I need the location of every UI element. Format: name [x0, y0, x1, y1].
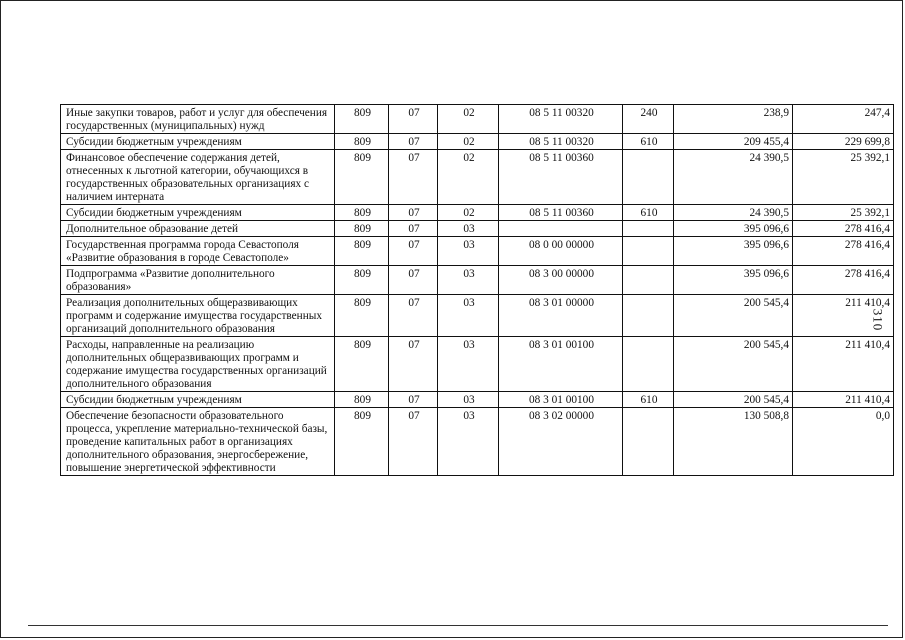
amount-year1-cell: 200 545,4 — [674, 392, 793, 408]
expense-name-cell: Субсидии бюджетным учреждениям — [61, 392, 335, 408]
expense-name-cell: Подпрограмма «Развитие дополнительного образования» — [61, 266, 335, 295]
subsection-code-cell: 03 — [438, 408, 499, 476]
target-article-cell: 08 3 01 00100 — [499, 392, 623, 408]
target-article-cell: 08 3 00 00000 — [499, 266, 623, 295]
amount-year1-cell: 209 455,4 — [674, 134, 793, 150]
expense-type-cell — [623, 337, 674, 392]
subsection-code-cell: 02 — [438, 205, 499, 221]
amount-year2-cell: 278 416,4 — [793, 221, 894, 237]
amount-year1-cell: 395 096,6 — [674, 266, 793, 295]
target-article-cell — [499, 221, 623, 237]
budget-table-body — [61, 105, 894, 476]
section-code-cell: 07 — [389, 150, 438, 205]
ministry-code-cell: 809 — [335, 392, 389, 408]
amount-year2-cell: 278 416,4 — [793, 266, 894, 295]
expense-name-cell: Финансовое обеспечение содержания детей, отнесенных к льготной категории, обучающихся в государственных образовательных организациях с наличием интерната — [61, 150, 335, 205]
subsection-code-cell: 03 — [438, 392, 499, 408]
target-article-cell: 08 5 11 00320 — [499, 105, 623, 134]
table-row — [61, 295, 894, 337]
ministry-code-cell: 809 — [335, 134, 389, 150]
expense-name-cell: Расходы, направленные на реализацию дополнительных общеразвивающих программ и содержание имущества государственных организаций дополнительного образования — [61, 337, 335, 392]
expense-type-cell — [623, 295, 674, 337]
section-code-cell: 07 — [389, 266, 438, 295]
expense-type-cell: 610 — [623, 205, 674, 221]
expense-name-cell: Дополнительное образование детей — [61, 221, 335, 237]
ministry-code-cell: 809 — [335, 337, 389, 392]
amount-year2-cell: 229 699,8 — [793, 134, 894, 150]
target-article-cell: 08 5 11 00360 — [499, 205, 623, 221]
expense-type-cell: 610 — [623, 134, 674, 150]
ministry-code-cell: 809 — [335, 266, 389, 295]
table-row — [61, 134, 894, 150]
amount-year2-cell: 0,0 — [793, 408, 894, 476]
subsection-code-cell: 02 — [438, 150, 499, 205]
target-article-cell: 08 3 01 00000 — [499, 295, 623, 337]
expense-type-cell — [623, 237, 674, 266]
page-number: 310 — [870, 308, 886, 332]
expense-type-cell — [623, 266, 674, 295]
subsection-code-cell: 02 — [438, 134, 499, 150]
amount-year2-cell: 25 392,1 — [793, 205, 894, 221]
ministry-code-cell: 809 — [335, 150, 389, 205]
ministry-code-cell: 809 — [335, 408, 389, 476]
subsection-code-cell: 03 — [438, 237, 499, 266]
expense-type-cell — [623, 221, 674, 237]
expense-name-cell: Иные закупки товаров, работ и услуг для обеспечения государственных (муниципальных) нужд — [61, 105, 335, 134]
section-code-cell: 07 — [389, 337, 438, 392]
amount-year1-cell: 24 390,5 — [674, 205, 793, 221]
table-row — [61, 392, 894, 408]
expense-name-cell: Реализация дополнительных общеразвивающих программ и содержание имущества государственных организаций дополнительного образования — [61, 295, 335, 337]
table-row — [61, 150, 894, 205]
section-code-cell: 07 — [389, 408, 438, 476]
table-row — [61, 237, 894, 266]
subsection-code-cell: 03 — [438, 266, 499, 295]
subsection-code-cell: 03 — [438, 295, 499, 337]
table-row — [61, 337, 894, 392]
expense-name-cell: Обеспечение безопасности образовательного процесса, укрепление материально-технической базы, проведение капитальных работ в организациях дополнительного образования, энергосбережение, повышение энергетической эффективности — [61, 408, 335, 476]
expense-type-cell — [623, 150, 674, 205]
section-code-cell: 07 — [389, 221, 438, 237]
table-row — [61, 408, 894, 476]
ministry-code-cell: 809 — [335, 237, 389, 266]
target-article-cell: 08 3 01 00100 — [499, 337, 623, 392]
table-row — [61, 105, 894, 134]
amount-year2-cell: 211 410,4 — [793, 392, 894, 408]
section-code-cell: 07 — [389, 105, 438, 134]
amount-year2-cell: 211 410,4 — [793, 295, 894, 337]
target-article-cell: 08 3 02 00000 — [499, 408, 623, 476]
target-article-cell: 08 5 11 00360 — [499, 150, 623, 205]
amount-year1-cell: 395 096,6 — [674, 221, 793, 237]
section-code-cell: 07 — [389, 237, 438, 266]
ministry-code-cell: 809 — [335, 295, 389, 337]
table-row — [61, 266, 894, 295]
budget-table — [60, 104, 894, 476]
amount-year2-cell: 247,4 — [793, 105, 894, 134]
ministry-code-cell: 809 — [335, 105, 389, 134]
expense-name-cell: Субсидии бюджетным учреждениям — [61, 205, 335, 221]
section-code-cell: 07 — [389, 205, 438, 221]
amount-year1-cell: 200 545,4 — [674, 295, 793, 337]
amount-year2-cell: 211 410,4 — [793, 337, 894, 392]
expense-name-cell: Государственная программа города Севастополя «Развитие образования в городе Севастополе» — [61, 237, 335, 266]
amount-year2-cell: 278 416,4 — [793, 237, 894, 266]
amount-year2-cell: 25 392,1 — [793, 150, 894, 205]
ministry-code-cell: 809 — [335, 221, 389, 237]
amount-year1-cell: 395 096,6 — [674, 237, 793, 266]
subsection-code-cell: 03 — [438, 221, 499, 237]
expense-name-cell: Субсидии бюджетным учреждениям — [61, 134, 335, 150]
expense-type-cell — [623, 408, 674, 476]
target-article-cell: 08 5 11 00320 — [499, 134, 623, 150]
table-row — [61, 221, 894, 237]
table-row — [61, 205, 894, 221]
expense-type-cell: 610 — [623, 392, 674, 408]
subsection-code-cell: 02 — [438, 105, 499, 134]
ministry-code-cell: 809 — [335, 205, 389, 221]
target-article-cell: 08 0 00 00000 — [499, 237, 623, 266]
amount-year1-cell: 200 545,4 — [674, 337, 793, 392]
amount-year1-cell: 24 390,5 — [674, 150, 793, 205]
section-code-cell: 07 — [389, 134, 438, 150]
section-code-cell: 07 — [389, 295, 438, 337]
amount-year1-cell: 238,9 — [674, 105, 793, 134]
section-code-cell: 07 — [389, 392, 438, 408]
subsection-code-cell: 03 — [438, 337, 499, 392]
expense-type-cell: 240 — [623, 105, 674, 134]
bottom-rule — [28, 625, 888, 626]
amount-year1-cell: 130 508,8 — [674, 408, 793, 476]
